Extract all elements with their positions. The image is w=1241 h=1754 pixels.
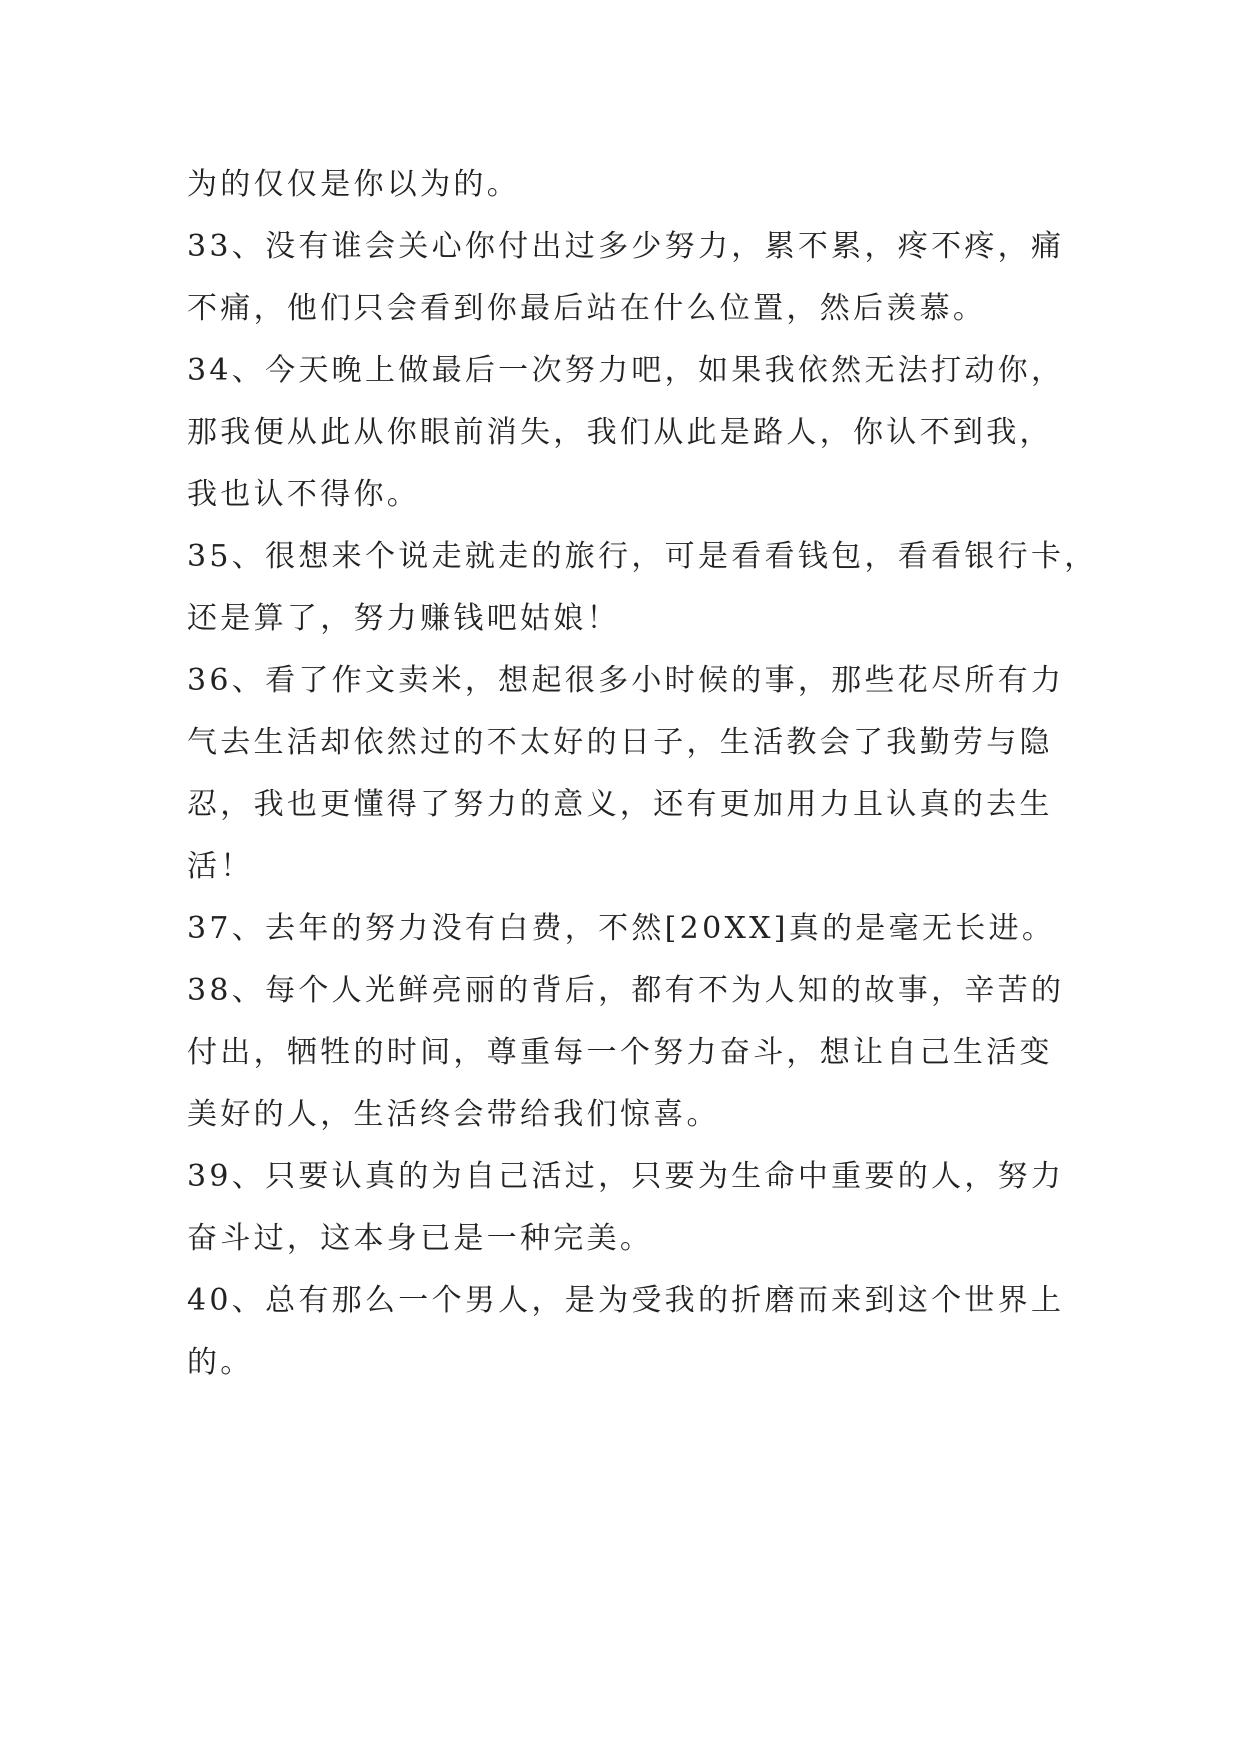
text-line: 40、总有那么一个男人，是为受我的折磨而来到这个世界上 xyxy=(187,1283,1065,1318)
text-line: 34、今天晚上做最后一次努力吧，如果我依然无法打动你， xyxy=(187,353,1065,388)
text-line: 37、去年的努力没有白费，不然[20XX]真的是毫无长进。 xyxy=(187,911,1056,946)
text-line: 36、看了作文卖米，想起很多小时候的事，那些花尽所有力 xyxy=(187,663,1065,698)
text-line: 35、很想来个说走就走的旅行，可是看看钱包，看看银行卡， xyxy=(187,539,1098,574)
text-line: 我也认不得你。 xyxy=(187,477,421,512)
text-line: 38、每个人光鲜亮丽的背后，都有不为人知的故事，辛苦的 xyxy=(187,973,1065,1008)
text-line: 39、只要认真的为自己活过，只要为生命中重要的人，努力 xyxy=(187,1159,1065,1194)
text-line: 那我便从此从你眼前消失，我们从此是路人，你认不到我， xyxy=(187,415,1053,450)
text-line: 的。 xyxy=(187,1345,254,1380)
text-line: 不痛，他们只会看到你最后站在什么位置，然后羡慕。 xyxy=(187,291,987,326)
text-line: 美好的人，生活终会带给我们惊喜。 xyxy=(187,1097,720,1132)
text-line: 奋斗过，这本身已是一种完美。 xyxy=(187,1221,654,1256)
text-line: 为的仅仅是你以为的。 xyxy=(187,167,520,202)
text-line: 付出，牺牲的时间，尊重每一个努力奋斗，想让自己生活变 xyxy=(187,1035,1053,1070)
text-line: 33、没有谁会关心你付出过多少努力，累不累，疼不疼，痛 xyxy=(187,229,1065,264)
text-line: 还是算了，努力赚钱吧姑娘！ xyxy=(187,601,620,636)
text-line: 活！ xyxy=(187,849,254,884)
document-body xyxy=(187,154,1098,1394)
text-line: 气去生活却依然过的不太好的日子，生活教会了我勤劳与隐 xyxy=(187,725,1053,760)
text-line: 忍，我也更懂得了努力的意义，还有更加用力且认真的去生 xyxy=(187,787,1053,822)
